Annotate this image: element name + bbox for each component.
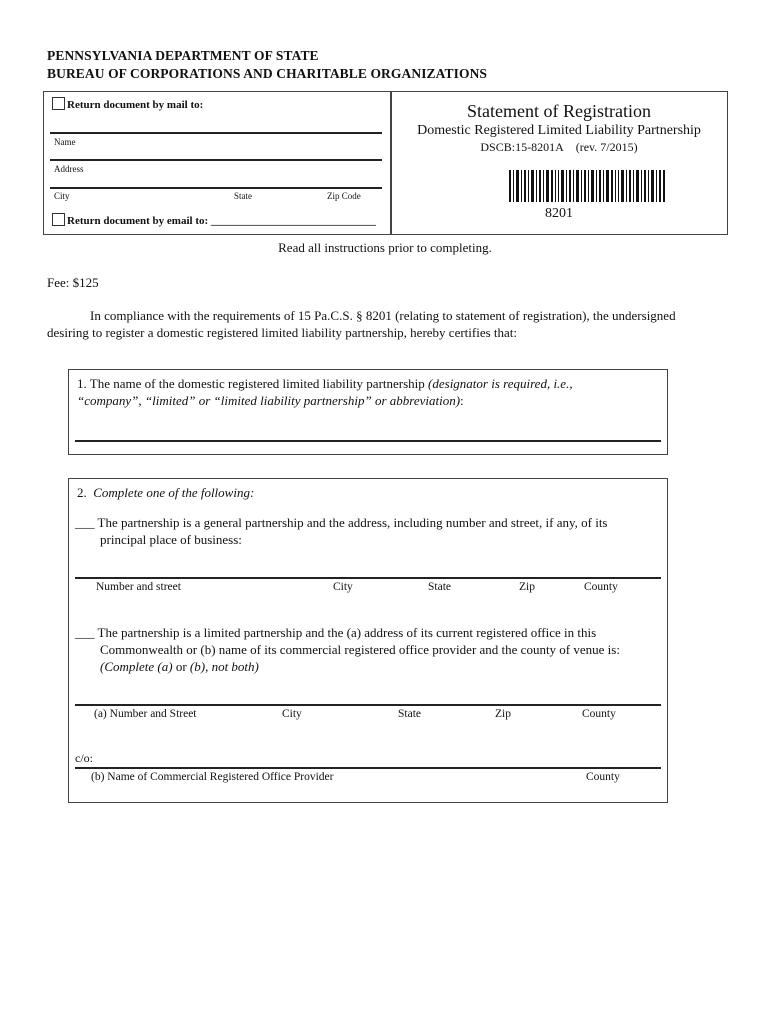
mail-label: Return document by mail to: <box>67 99 204 111</box>
section-2-number: 2. <box>77 485 87 500</box>
agency-title: PENNSYLVANIA DEPARTMENT OF STATE <box>47 48 319 63</box>
section-1-lead: 1. The name of the domestic registered limited liability partnership <box>77 376 429 391</box>
partnership-name-line[interactable] <box>75 440 661 442</box>
section-1-box <box>68 369 668 455</box>
addr2-street-label: (a) Number and Street <box>94 708 197 720</box>
form-subtitle: Domestic Registered Limited Liability Partnership <box>417 123 701 138</box>
option-general-partnership-cont: principal place of business: <box>100 532 242 547</box>
email-label: Return document by email to: ______________________________ <box>67 215 376 227</box>
or-word: or <box>175 659 187 674</box>
option-limited-partnership-cont: Commonwealth or (b) name of its commercial registered office provider and the county of venue is: <box>100 642 620 657</box>
name-line[interactable] <box>50 132 382 134</box>
addr1-county-label: County <box>584 581 618 593</box>
addr2-city-label: City <box>282 708 302 720</box>
compliance-line-1: In compliance with the requirements of 15 Pa.C.S. § 8201 (relating to statement of registration), the undersigned <box>90 308 676 323</box>
section-2-box <box>68 478 668 803</box>
return-address-box <box>43 91 392 235</box>
address-label: Address <box>54 164 84 174</box>
zip-label: Zip Code <box>327 191 361 201</box>
email-checkbox[interactable] <box>52 213 65 226</box>
state-label: State <box>234 191 252 201</box>
title-box <box>390 91 728 235</box>
addr1-state-label: State <box>428 581 451 593</box>
addr1-city-label: City <box>333 581 353 593</box>
name-label: Name <box>54 137 76 147</box>
section-1-designator-note: (designator is required, i.e., <box>428 376 573 391</box>
form-title: Statement of Registration <box>467 101 651 121</box>
addr2-state-label: State <box>398 708 421 720</box>
address-line[interactable] <box>50 159 382 161</box>
form-revision: (rev. 7/2015) <box>575 140 638 154</box>
section-1-designator-examples: “company”, “limited” or “limited liability partnership” or abbreviation) <box>77 393 461 408</box>
provider-label: (b) Name of Commercial Registered Office Provider <box>91 771 334 783</box>
care-of-label: c/o: <box>75 751 93 765</box>
option-limited-partnership[interactable]: ___ The partnership is a limited partnership and the (a) address of its current registered office in this <box>75 625 597 640</box>
option-general-partnership[interactable]: ___ The partnership is a general partnership and the address, including number and street, if any, of its <box>75 515 608 530</box>
city-line[interactable] <box>50 187 382 189</box>
addr2-county-label: County <box>582 708 616 720</box>
addr1-zip-label: Zip <box>519 581 535 593</box>
provider-line[interactable] <box>75 767 661 769</box>
principal-address-line[interactable] <box>75 577 661 579</box>
registered-office-line[interactable] <box>75 704 661 706</box>
instructions-note: Read all instructions prior to completing. <box>278 240 492 255</box>
compliance-line-2: desiring to register a domestic registered limited liability partnership, hereby certifies that: <box>47 325 518 340</box>
city-label: City <box>54 191 70 201</box>
barcode <box>509 170 666 202</box>
mail-checkbox[interactable] <box>52 97 65 110</box>
complete-b-note: (b), not both) <box>186 659 259 674</box>
complete-a-note: (Complete (a) <box>100 659 176 674</box>
addr2-zip-label: Zip <box>495 708 511 720</box>
colon: : <box>460 393 464 408</box>
bureau-title: BUREAU OF CORPORATIONS AND CHARITABLE ORGANIZATIONS <box>47 66 488 81</box>
fee: Fee: $125 <box>47 275 99 290</box>
provider-county-label: County <box>586 771 620 783</box>
section-2-heading: Complete one of the following: <box>93 485 255 500</box>
form-code: DSCB:15-8201A <box>480 140 564 154</box>
addr1-street-label: Number and street <box>96 581 181 593</box>
barcode-number: 8201 <box>545 206 573 221</box>
